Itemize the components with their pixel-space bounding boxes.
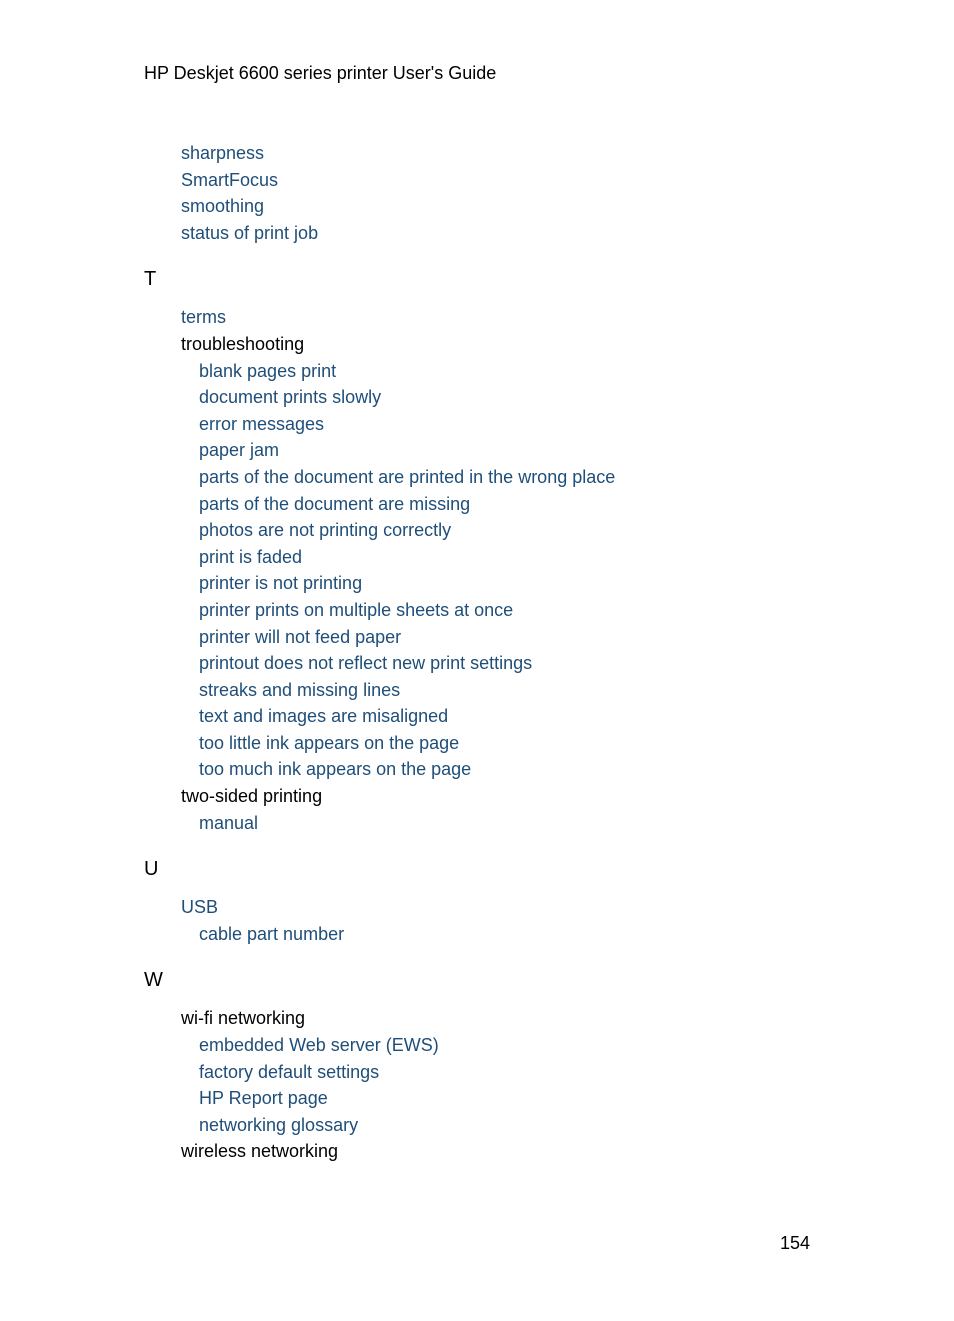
index-entry-link[interactable]: printer is not printing (199, 573, 363, 594)
index-entry (144, 193, 844, 220)
index-entry (144, 677, 844, 704)
index-entry (144, 1085, 844, 1112)
index-entry (144, 1138, 844, 1165)
index-entry-link[interactable]: paper jam (199, 440, 280, 461)
index-entry (144, 756, 844, 783)
index-entry-heading: troubleshooting (181, 333, 305, 354)
index-entry (144, 703, 844, 730)
index-entry-link[interactable]: factory default settings (199, 1061, 380, 1082)
index-entry-link[interactable]: streaks and missing lines (199, 679, 401, 700)
index-entry (144, 491, 844, 518)
index-entry (144, 570, 844, 597)
page-header-title: HP Deskjet 6600 series printer User's Guide (144, 63, 497, 83)
index-entry (144, 810, 844, 837)
index-entry-link[interactable]: SmartFocus (181, 169, 279, 190)
index-entry (144, 464, 844, 491)
index-entry (144, 411, 844, 438)
index-entry (144, 517, 844, 544)
index-entry (144, 730, 844, 757)
index-entry (144, 358, 844, 385)
index-entry (144, 1059, 844, 1086)
index-entry-link[interactable]: blank pages print (199, 360, 337, 381)
index-entry-link[interactable]: printer prints on multiple sheets at once (199, 599, 514, 620)
index-entry (144, 597, 844, 624)
index-entry (144, 140, 844, 167)
index-entry (144, 304, 844, 331)
index-letter-heading: W (144, 969, 163, 992)
index-entry-link[interactable]: HP Report page (199, 1088, 328, 1109)
index-entry-link[interactable]: document prints slowly (199, 387, 382, 408)
index-entry-link[interactable]: sharpness (181, 143, 265, 163)
index-entry-link[interactable]: parts of the document are missing (199, 493, 471, 514)
index-entry-heading: wireless networking (181, 1141, 339, 1162)
index-entry (144, 1112, 844, 1139)
index-entry-link[interactable]: terms (181, 307, 226, 328)
index-entry-link[interactable]: USB (181, 897, 219, 918)
index-entry (144, 384, 844, 411)
index-group-u (144, 856, 844, 947)
index-entry-link[interactable]: networking glossary (199, 1114, 359, 1135)
index-entry-link[interactable]: cable part number (199, 923, 345, 944)
index-entry-link[interactable]: photos are not printing correctly (199, 520, 452, 541)
index-entry (144, 624, 844, 651)
page-number: 154 (780, 1233, 811, 1253)
index-entry-link[interactable]: printer will not feed paper (199, 626, 402, 647)
index-entry-link[interactable]: too much ink appears on the page (199, 759, 472, 780)
index-entry-link[interactable]: text and images are misaligned (199, 706, 449, 727)
index-entry (144, 220, 844, 247)
index-entry-heading: two-sided printing (181, 786, 323, 807)
index-entry-link[interactable]: status of print job (181, 222, 319, 243)
index-entry (144, 783, 844, 810)
index-group-t (144, 266, 844, 836)
index-entry-link[interactable]: manual (199, 812, 259, 833)
index-letter-heading: T (144, 268, 157, 291)
index-entry (144, 437, 844, 464)
index-entry-link[interactable]: too little ink appears on the page (199, 732, 460, 753)
index-entry (144, 1032, 844, 1059)
index-entry (144, 167, 844, 194)
index-entry-link[interactable]: printout does not reflect new print settings (199, 653, 533, 674)
index-entry (144, 331, 844, 358)
index-entry-link[interactable]: smoothing (181, 196, 265, 217)
index-entry (144, 1005, 844, 1032)
index-entry-link[interactable]: parts of the document are printed in the wrong place (199, 466, 616, 487)
index-entry-link[interactable]: error messages (199, 413, 325, 434)
index-entry-link[interactable]: embedded Web server (EWS) (199, 1035, 439, 1056)
index-entry (144, 544, 844, 571)
index-entry (144, 650, 844, 677)
index-letter-heading: U (144, 858, 159, 881)
index-entry-heading: wi-fi networking (181, 1008, 306, 1029)
index-entry-link[interactable]: print is faded (199, 546, 303, 567)
index-entry (144, 894, 844, 921)
index-group-w (144, 967, 844, 1165)
index-group-continued (144, 140, 844, 246)
index-entry (144, 921, 844, 948)
index-list (144, 140, 844, 1165)
